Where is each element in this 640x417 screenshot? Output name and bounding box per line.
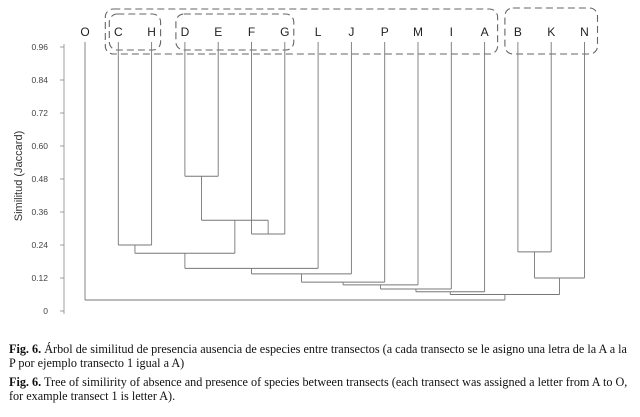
caption-english-label: Fig. 6. [9, 375, 42, 389]
leaf-label-g: G [280, 25, 290, 39]
y-axis [31, 42, 64, 316]
leaf-label-a: A [480, 25, 489, 39]
caption-english-text: Tree of similirity of absence and presence of species between transects (each transect was assigned a letter from A to O, for example transect 1 is letter A). [9, 375, 628, 403]
y-tick-label: 0.36 [31, 207, 48, 217]
y-tick-label: 0.12 [31, 273, 48, 283]
y-tick-label: 0.72 [31, 108, 48, 118]
dendrogram-branches [85, 42, 585, 300]
leaf-label-l: L [314, 25, 322, 39]
leaf-label-f: F [247, 25, 256, 39]
leaf-label-k: K [547, 25, 556, 39]
caption-spanish [9, 342, 633, 370]
y-tick-label: 0.24 [31, 240, 48, 250]
caption-english [9, 375, 633, 403]
group-outline [176, 14, 294, 50]
y-tick-label: 0.84 [31, 75, 48, 85]
leaf-label-m: M [413, 25, 423, 39]
leaf-label-b: B [513, 25, 522, 39]
y-tick-label: 0.60 [31, 141, 48, 151]
caption-spanish-text: Árbol de similitud de presencia ausencia de especies entre transectos (a cada transecto se le asigno una letra de la A a la P por ejemplo transecto 1 igual a A) [9, 342, 627, 370]
y-tick-label: 0.48 [31, 174, 48, 184]
leaf-label-i: I [449, 25, 453, 39]
leaf-label-d: D [180, 25, 190, 39]
leaf-label-h: H [147, 25, 156, 39]
y-tick-label: 0.96 [31, 42, 48, 52]
y-tick-label: 0 [43, 306, 48, 316]
leaf-label-e: E [214, 25, 223, 39]
leaf-label-j: J [348, 25, 355, 39]
leaf-labels [80, 25, 589, 39]
group-outline [105, 9, 497, 54]
leaf-label-o: O [80, 25, 90, 39]
leaf-label-c: C [113, 25, 123, 39]
caption-spanish-label: Fig. 6. [9, 342, 42, 356]
y-axis-label: Similitud (Jaccard) [13, 130, 25, 222]
leaf-label-n: N [580, 25, 589, 39]
leaf-label-p: P [380, 25, 389, 39]
